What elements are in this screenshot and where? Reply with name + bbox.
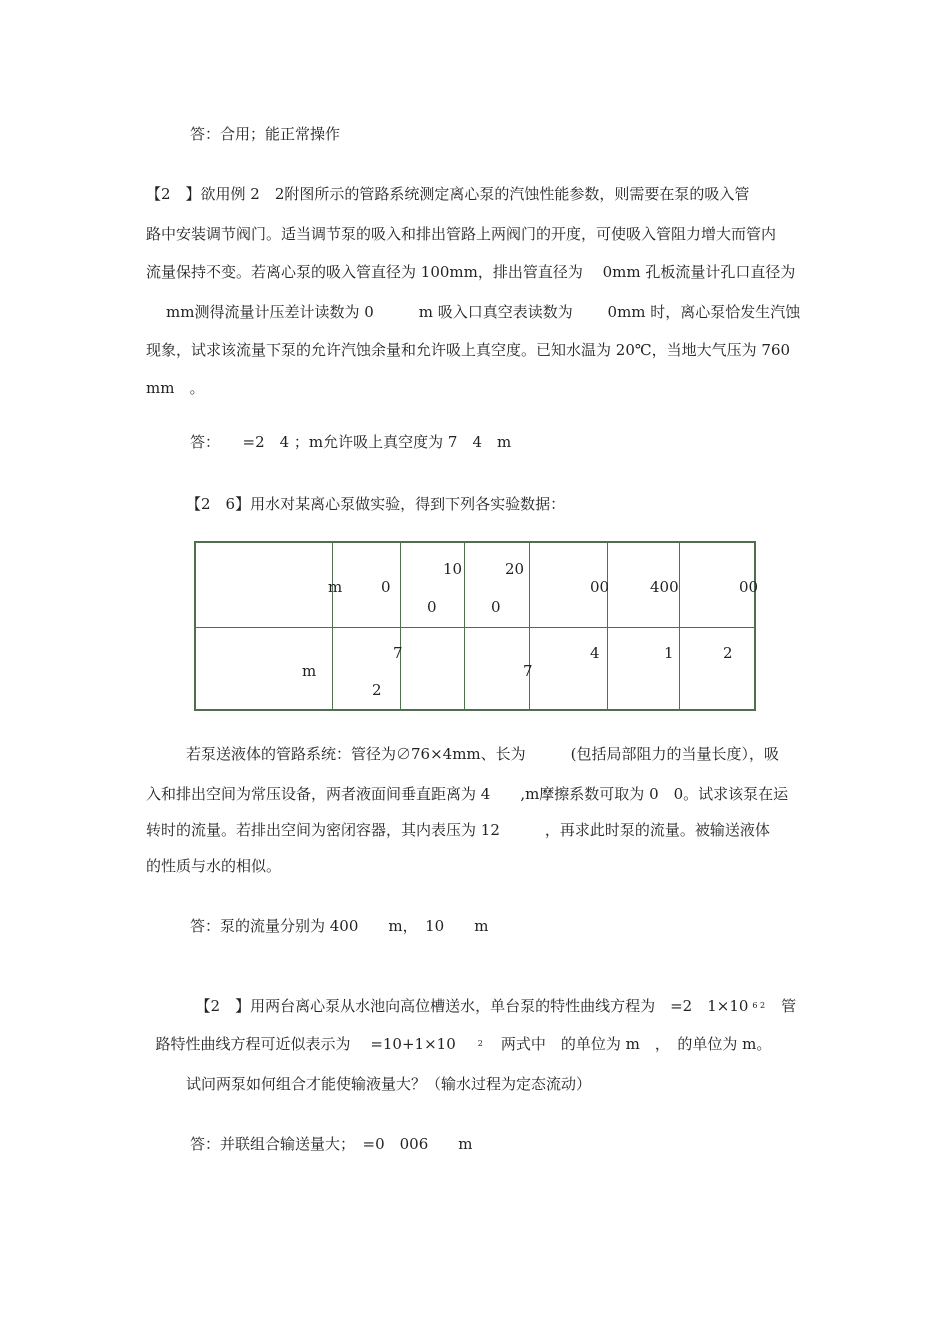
problem-2-line-4: mm测得流量计压差计读数为 0 m 吸入口真空表读数为 0mm 时，离心泵恰发生汽蚀 <box>166 303 801 321</box>
problem-3-intro: 【2 6】用水对某离心泵做实验，得到下列各实验数据： <box>186 495 566 513</box>
problem-2-line-1: 【2 】欲用例 2 2附图所示的管路系统测定离心泵的汽蚀性能参数，则需要在泵的吸入管 <box>146 185 750 203</box>
problem-4-line-1-text: 【2 】用两台离心泵从水池向高位槽送水，单台泵的特性曲线方程为 =2 1×10 <box>195 997 749 1015</box>
exponent: 2 <box>477 1039 483 1048</box>
table-row2-label: m <box>302 662 317 680</box>
problem-3-line-4: 的性质与水的相似。 <box>146 857 282 875</box>
experiment-data-table <box>194 541 759 711</box>
problem-4-line-1-end: 管 <box>781 997 797 1015</box>
table-row2-cell: 7 <box>393 644 403 662</box>
problem-4-line-2 <box>146 1014 771 1054</box>
answer-1: 答：合用；能正常操作 <box>190 125 341 143</box>
problem-2-line-6: mm 。 <box>146 379 205 397</box>
table-row1-label: m <box>328 578 343 596</box>
table-row1-cell: 0 <box>491 598 501 616</box>
table-row1-cell: 0 <box>381 578 391 596</box>
problem-3-line-1: 若泵送液体的管路系统：管径为∅76×4mm、长为 (包括局部阻力的当量长度），吸 <box>186 745 780 763</box>
table-row1-cell: 20 <box>505 560 525 578</box>
table-row2-cell: 7 <box>523 662 533 680</box>
problem-2-line-2: 路中安装调节阀门。适当调节泵的吸入和排出管路上两阀门的开度，可使吸入管阻力增大而管内 <box>146 225 777 243</box>
exponent: 6 2 <box>752 1001 766 1010</box>
problem-4-question: 试问两泵如何组合才能使输液量大？（输水过程为定态流动） <box>186 1075 592 1093</box>
table-row2-cell: 2 <box>723 644 733 662</box>
table-row2-cell: 4 <box>590 644 600 662</box>
table-row1-cell: 00 <box>739 578 759 596</box>
problem-3-line-2: 入和排出空间为常压设备，两者液面间垂直距离为 4 ,m摩擦系数可取为 0 0。试求该泵在运 <box>146 785 789 803</box>
problem-4-line-1 <box>186 976 796 1016</box>
answer-4: 答：并联组合输送量大； =0 006 m <box>190 1135 473 1153</box>
answer-3: 答：泵的流量分别为 400 m， 10 m <box>190 917 489 935</box>
problem-2-line-5: 现象，试求该流量下泵的允许汽蚀余量和允许吸上真空度。已知水温为 20℃，当地大气压为 760 <box>146 341 791 359</box>
table-row1-cell: 400 <box>650 578 679 596</box>
table-row2-cell: 1 <box>664 644 674 662</box>
problem-3-line-3: 转时的流量。若排出空间为密闭容器，其内表压为 12 ，再求此时泵的流量。被输送液体 <box>146 821 770 839</box>
problem-4-line-2-text: 路特性曲线方程可近似表示为 =10+1×10 <box>155 1035 456 1053</box>
table-row2-cell: 2 <box>372 681 382 699</box>
table-row1-cell: 0 <box>427 598 437 616</box>
answer-2: 答： =2 4 ；m允许吸上真空度为 7 4 m <box>190 433 512 451</box>
table-row1-cell: 10 <box>443 560 463 578</box>
problem-4-line-2-end: 两式中 的单位为 m ， 的单位为 m。 <box>500 1035 772 1053</box>
table-row1-cell: 00 <box>590 578 610 596</box>
problem-2-line-3: 流量保持不变。若离心泵的吸入管直径为 100mm，排出管直径为 0mm 孔板流量计孔口直径为 <box>146 263 796 281</box>
